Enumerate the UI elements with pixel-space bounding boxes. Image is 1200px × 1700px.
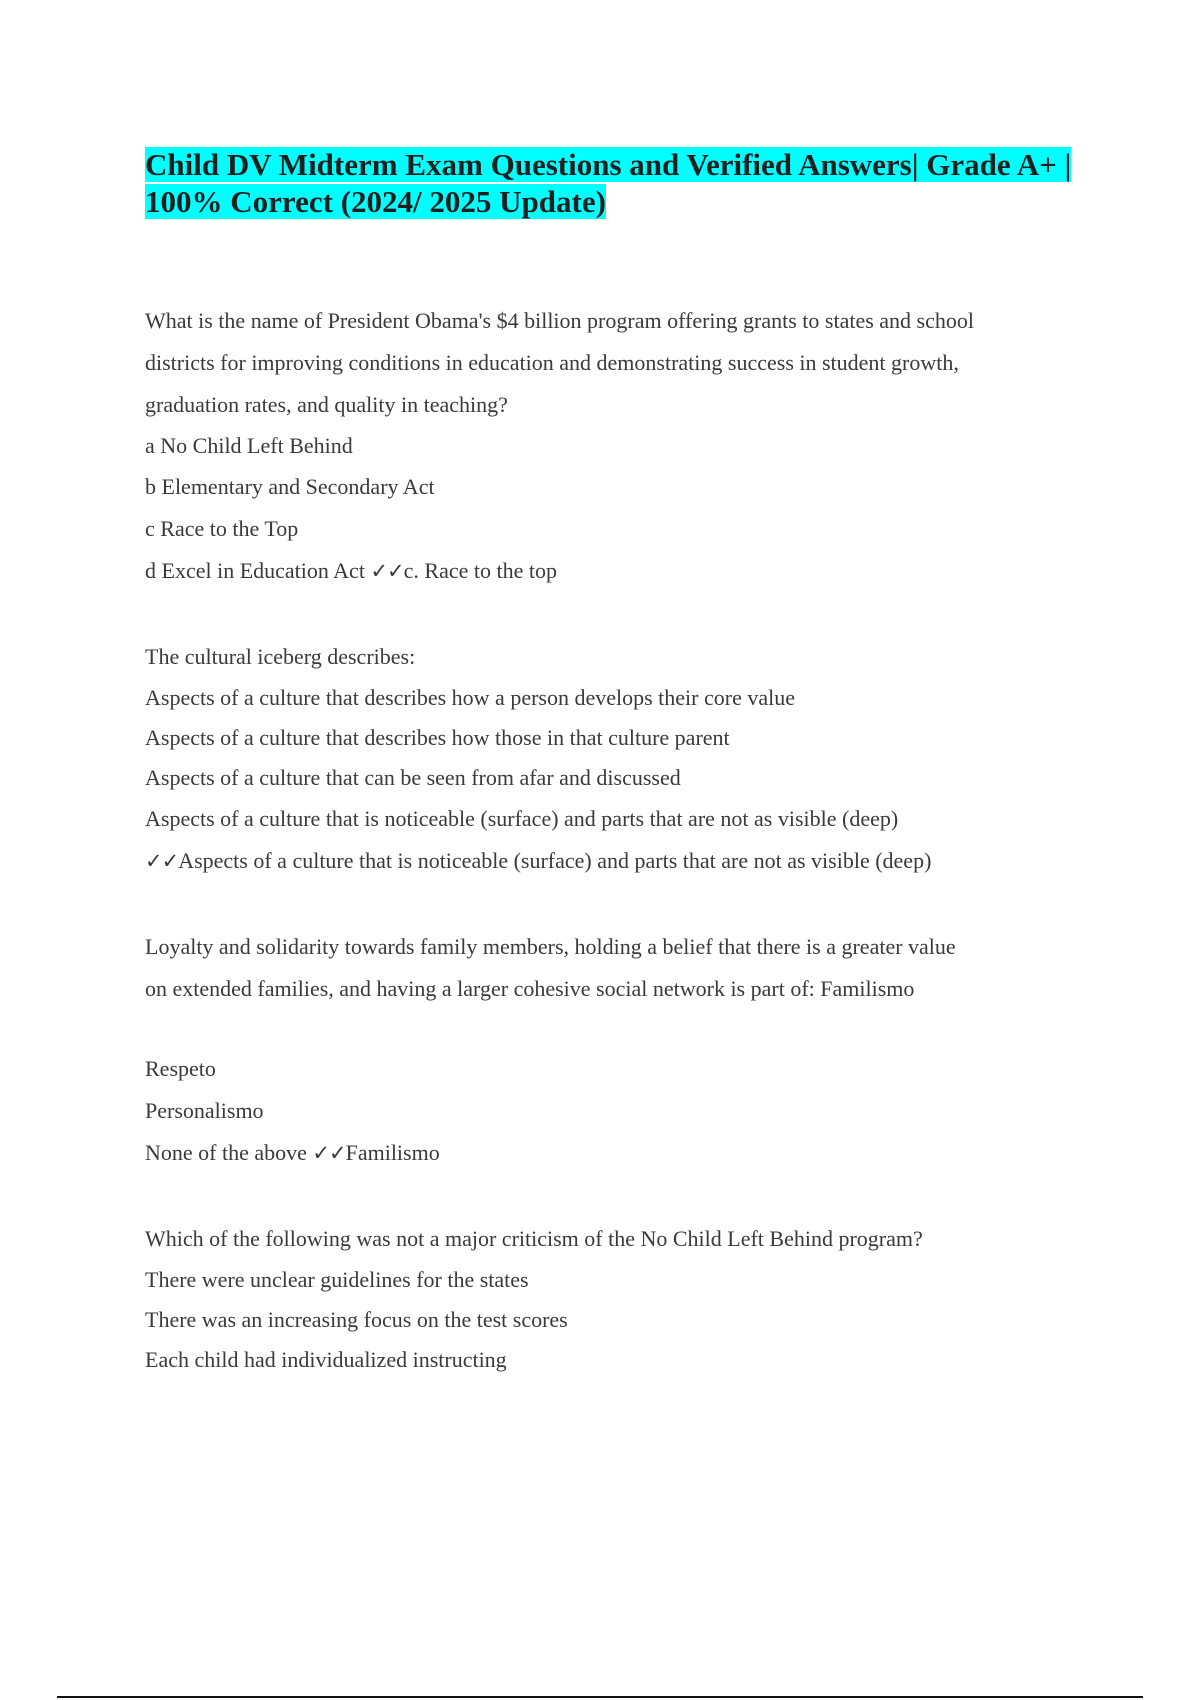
- question-2-line: The cultural iceberg describes:: [145, 644, 416, 669]
- question-3-answer: Familismo: [345, 1140, 440, 1165]
- question-4-option: There was an increasing focus on the test scores: [145, 1307, 568, 1332]
- question-2-answer: Aspects of a culture that is noticeable (surface) and parts that are not as visible (deep): [178, 848, 932, 873]
- question-1-line: What is the name of President Obama's $4 billion program offering grants to states and school: [145, 308, 974, 333]
- question-1-option-c: c Race to the Top: [145, 516, 299, 541]
- question-3-line: on extended families, and having a larger cohesive social network is part of: Familismo: [145, 976, 915, 1001]
- question-2-option: Aspects of a culture that is noticeable (surface) and parts that are not as visible (deep): [145, 806, 899, 831]
- question-block-4: [145, 1048, 1075, 1174]
- question-1-answer: c. Race to the top: [403, 558, 557, 583]
- question-1-option-a: a No Child Left Behind: [145, 433, 353, 458]
- double-check-icon: ✓✓: [312, 1141, 346, 1165]
- footer-divider: [57, 1696, 1143, 1698]
- title-highlight: Child DV Midterm Exam Questions and Verified Answers| Grade A+ | 100% Correct (2024/ 2025 Update): [145, 147, 1072, 219]
- question-3-answer-line: [145, 1132, 1075, 1174]
- question-block-1: [145, 300, 1075, 592]
- question-2-option: Aspects of a culture that describes how those in that culture parent: [145, 725, 730, 750]
- question-2-option: Aspects of a culture that can be seen from afar and discussed: [145, 765, 681, 790]
- question-block-2: [145, 636, 1075, 882]
- question-block-5: [145, 1218, 1075, 1380]
- question-3-option-none: None of the above: [145, 1140, 313, 1165]
- question-block-3: [145, 926, 1075, 1010]
- question-1-line: districts for improving conditions in education and demonstrating success in student growth,: [145, 350, 959, 375]
- question-1-answer-line: [145, 550, 1075, 592]
- document-title: [145, 146, 1075, 220]
- question-1-option-d: d Excel in Education Act: [145, 558, 371, 583]
- question-1-option-b: b Elementary and Secondary Act: [145, 474, 435, 499]
- double-check-icon: ✓✓: [145, 849, 179, 873]
- double-check-icon: ✓✓: [370, 559, 404, 583]
- question-4-option: Each child had individualized instructing: [145, 1347, 507, 1372]
- question-3-line: Loyalty and solidarity towards family members, holding a belief that there is a greater value: [145, 934, 956, 959]
- question-4-option: There were unclear guidelines for the states: [145, 1267, 529, 1292]
- question-3-option: Respeto: [145, 1056, 216, 1081]
- question-2-option: Aspects of a culture that describes how a person develops their core value: [145, 685, 795, 710]
- question-4-line: Which of the following was not a major criticism of the No Child Left Behind program?: [145, 1226, 923, 1251]
- question-3-option: Personalismo: [145, 1098, 264, 1123]
- document-body: [145, 300, 1075, 1380]
- question-1-line: graduation rates, and quality in teaching?: [145, 392, 508, 417]
- question-2-answer-line: [145, 840, 1075, 882]
